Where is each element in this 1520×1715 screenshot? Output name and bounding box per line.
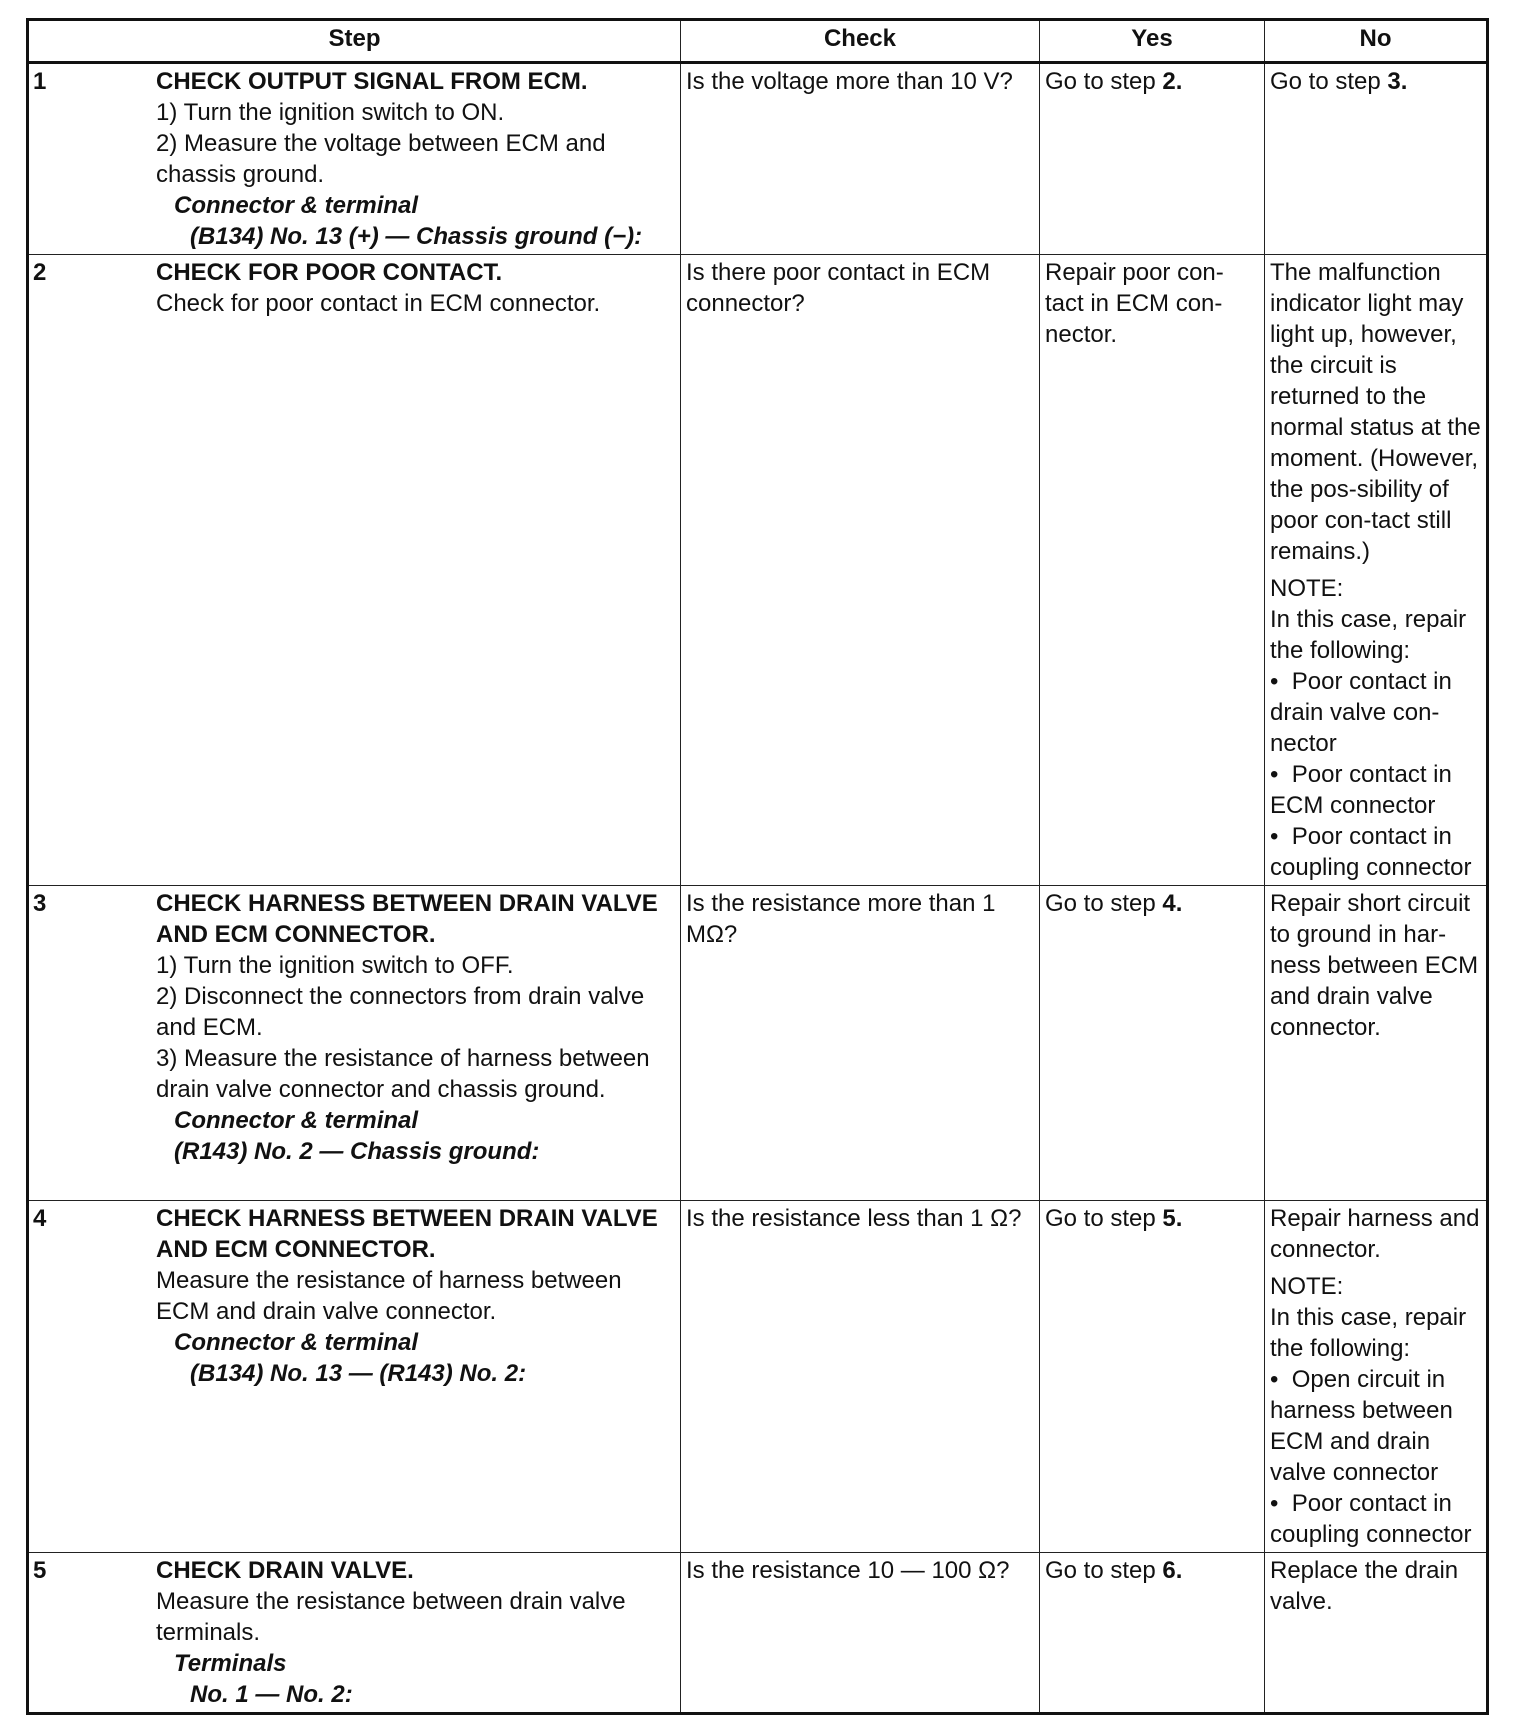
connector-value: (B134) No. 13 (+) — Chassis ground (−):	[190, 223, 643, 250]
step-number: 4	[33, 1205, 47, 1232]
step-cell	[28, 255, 681, 886]
step-line: Check for poor contact in ECM connector.	[156, 290, 601, 317]
connector-value: (R143) No. 2 — Chassis ground:	[174, 1138, 540, 1165]
terminals-label: Terminals	[174, 1650, 287, 1677]
step-line: 3) Measure the resistance of harness between drain valve connector and chassis ground.	[156, 1045, 650, 1103]
check-cell: Is the resistance less than 1 Ω?	[681, 1201, 1040, 1553]
step-line: 2) Disconnect the connectors from drain valve and ECM.	[156, 983, 645, 1041]
yes-cell	[1040, 1553, 1265, 1714]
step-line: Measure the resistance between drain valve terminals.	[156, 1588, 626, 1646]
check-cell: Is the resistance more than 1 MΩ?	[681, 886, 1040, 1201]
no-cell: Repair short circuit to ground in har-ness between ECM and drain valve connector.	[1265, 886, 1488, 1201]
step-title: CHECK DRAIN VALVE.	[156, 1557, 414, 1584]
step-title: CHECK FOR POOR CONTACT.	[156, 259, 503, 286]
step-cell	[28, 1553, 681, 1714]
step-cell	[28, 1201, 681, 1553]
step-number: 2	[33, 259, 47, 286]
note-label: NOTE:	[1270, 1273, 1344, 1300]
yes-cell	[1040, 886, 1265, 1201]
step-title: CHECK HARNESS BETWEEN DRAIN VALVE AND ECM CONNECTOR.	[156, 1205, 658, 1263]
yes-cell	[1040, 63, 1265, 255]
connector-label: Connector & terminal	[174, 1329, 419, 1356]
diagnostic-table	[26, 18, 1489, 1715]
check-cell: Is there poor contact in ECM connector?	[681, 255, 1040, 886]
yes-prefix: Go to step	[1045, 1557, 1163, 1584]
header-row	[28, 20, 1488, 63]
note-label: NOTE:	[1270, 575, 1344, 602]
step-title: CHECK HARNESS BETWEEN DRAIN VALVE AND ECM CONNECTOR.	[156, 890, 658, 948]
note-text: In this case, repair the following:	[1270, 606, 1467, 664]
no-cell	[1265, 1201, 1488, 1553]
step-line: 1) Turn the ignition switch to ON.	[156, 99, 505, 126]
note-text: In this case, repair the following:	[1270, 1304, 1467, 1362]
step-title: CHECK OUTPUT SIGNAL FROM ECM.	[156, 68, 588, 95]
step-cell	[28, 63, 681, 255]
note-bullet: • Poor contact in coupling connector	[1270, 1488, 1481, 1550]
connector-label: Connector & terminal	[174, 192, 419, 219]
yes-prefix: Go to step	[1045, 1205, 1163, 1232]
check-cell: Is the voltage more than 10 V?	[681, 63, 1040, 255]
yes-cell: Repair poor con-tact in ECM con-nector.	[1040, 255, 1265, 886]
note-bullet: • Poor contact in ECM connector	[1270, 759, 1481, 821]
note-bullet: • Open circuit in harness between ECM and drain valve connector	[1270, 1364, 1481, 1488]
table-row	[28, 1553, 1488, 1714]
step-cell	[28, 886, 681, 1201]
no-cell: Replace the drain valve.	[1265, 1553, 1488, 1714]
table-row	[28, 1201, 1488, 1553]
no-text: Repair harness and connector.	[1270, 1205, 1480, 1263]
step-number: 1	[33, 68, 47, 95]
note-bullet: • Poor contact in drain valve con-nector	[1270, 666, 1481, 759]
step-line: 1) Turn the ignition switch to OFF.	[156, 952, 514, 979]
terminals-value: No. 1 — No. 2:	[190, 1681, 353, 1708]
connector-label: Connector & terminal	[174, 1107, 419, 1134]
yes-step-ref: 6.	[1162, 1557, 1183, 1584]
no-cell	[1265, 63, 1488, 255]
yes-step-ref: 4.	[1162, 890, 1183, 917]
no-cell	[1265, 255, 1488, 886]
header-step: Step	[28, 20, 681, 63]
table-row	[28, 63, 1488, 255]
yes-prefix: Go to step	[1045, 68, 1163, 95]
table-row	[28, 886, 1488, 1201]
header-check: Check	[681, 20, 1040, 63]
step-line: Measure the resistance of harness between ECM and drain valve connector.	[156, 1267, 622, 1325]
header-yes: Yes	[1040, 20, 1265, 63]
no-prefix: Go to step	[1270, 68, 1388, 95]
no-text: The malfunction indicator light may light up, however, the circuit is returned to the normal status at the moment. (However, the pos-sibility of poor con-tact still remains.)	[1270, 259, 1481, 565]
yes-cell	[1040, 1201, 1265, 1553]
table-row	[28, 255, 1488, 886]
yes-prefix: Go to step	[1045, 890, 1163, 917]
connector-value: (B134) No. 13 — (R143) No. 2:	[190, 1360, 527, 1387]
check-cell: Is the resistance 10 — 100 Ω?	[681, 1553, 1040, 1714]
step-line: 2) Measure the voltage between ECM and chassis ground.	[156, 130, 606, 188]
yes-step-ref: 2.	[1162, 68, 1183, 95]
header-no: No	[1265, 20, 1488, 63]
yes-step-ref: 5.	[1162, 1205, 1183, 1232]
step-number: 5	[33, 1557, 47, 1584]
no-step-ref: 3.	[1387, 68, 1408, 95]
step-number: 3	[33, 890, 47, 917]
note-bullet: • Poor contact in coupling connector	[1270, 821, 1481, 883]
